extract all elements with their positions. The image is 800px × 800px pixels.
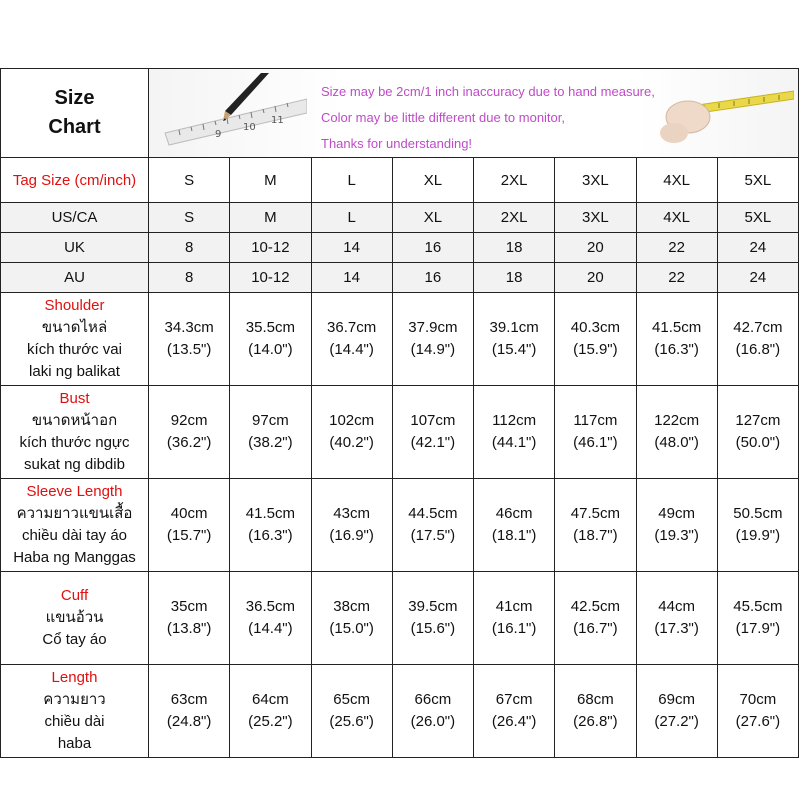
- value-cm: 49cm: [658, 505, 695, 522]
- value-inch: (15.6"): [410, 620, 456, 637]
- value-cm: 45.5cm: [733, 598, 783, 615]
- value-inch: (14.9"): [410, 341, 456, 358]
- measurement-value: [230, 479, 311, 572]
- measurement-value: [717, 479, 798, 572]
- pencil-ruler-icon: [157, 73, 307, 153]
- value-cm: 46cm: [495, 505, 533, 522]
- size-header: 3XL: [555, 158, 636, 203]
- value-inch: (40.2"): [329, 434, 374, 451]
- value-inch: (17.3"): [654, 620, 699, 637]
- measurement-value: [474, 572, 555, 665]
- value-cm: 122cm: [654, 412, 700, 429]
- measurement-value: [717, 293, 798, 386]
- size-chart: [0, 68, 798, 758]
- measurement-translation: kích thước ngực: [19, 434, 130, 451]
- size-header: 5XL: [717, 158, 798, 203]
- measurement-value: [555, 293, 636, 386]
- measurement-value: [311, 293, 392, 386]
- conversion-value: 20: [555, 233, 636, 263]
- value-inch: (42.1"): [410, 434, 456, 451]
- value-inch: (38.2"): [248, 434, 293, 451]
- measurement-notes: [321, 79, 655, 157]
- value-cm: 40.3cm: [570, 319, 620, 336]
- value-cm: 36.7cm: [327, 319, 377, 336]
- value-inch: (16.3"): [248, 527, 293, 544]
- measurement-label: [1, 479, 149, 572]
- value-cm: 41.5cm: [245, 505, 295, 522]
- conversion-value: 8: [149, 233, 230, 263]
- note-hand-measure: Size may be 2cm/1 inch inaccuracy due to hand measure,: [321, 84, 655, 99]
- conversion-value: 8: [149, 263, 230, 293]
- measurement-value: [230, 386, 311, 479]
- measurement-translation: ขนาดหน้าอก: [31, 412, 118, 429]
- measurement-translation: ความยาว: [43, 691, 106, 708]
- size-header: L: [311, 158, 392, 203]
- measurement-value: [636, 479, 717, 572]
- measurement-value: [149, 665, 230, 758]
- measurement-row: [1, 665, 799, 758]
- value-inch: (14.0"): [248, 341, 293, 358]
- value-cm: 37.9cm: [408, 319, 458, 336]
- conversion-value: 14: [311, 233, 392, 263]
- value-cm: 41.5cm: [652, 319, 702, 336]
- conversion-value: 16: [392, 233, 473, 263]
- value-cm: 35cm: [170, 598, 208, 615]
- value-inch: (50.0"): [735, 434, 781, 451]
- conversion-value: 24: [717, 263, 798, 293]
- measurement-value: [230, 293, 311, 386]
- conversion-value: 18: [474, 233, 555, 263]
- value-inch: (16.3"): [654, 341, 699, 358]
- value-cm: 66cm: [414, 691, 452, 708]
- measurement-translation: ขนาดไหล่: [41, 319, 108, 336]
- value-cm: 107cm: [410, 412, 456, 429]
- value-cm: 35.5cm: [245, 319, 295, 336]
- conversion-row: [1, 203, 799, 233]
- measurement-name: Sleeve Length: [26, 483, 123, 500]
- measurement-value: [149, 386, 230, 479]
- banner-row: [1, 69, 799, 158]
- conversion-value: 14: [311, 263, 392, 293]
- measurement-value: [149, 293, 230, 386]
- measurement-value: [636, 665, 717, 758]
- measurement-value: [555, 479, 636, 572]
- value-cm: 92cm: [170, 412, 208, 429]
- value-inch: (26.8"): [573, 713, 618, 730]
- measurement-value: [636, 293, 717, 386]
- value-cm: 41cm: [495, 598, 533, 615]
- value-inch: (36.2"): [166, 434, 212, 451]
- chart-title: [1, 69, 149, 158]
- measurement-value: [474, 665, 555, 758]
- note-thanks: Thanks for understanding!: [321, 136, 473, 151]
- value-cm: 127cm: [735, 412, 781, 429]
- value-cm: 38cm: [333, 598, 370, 615]
- value-cm: 39.1cm: [489, 319, 539, 336]
- measurement-value: [555, 386, 636, 479]
- conversion-value: 24: [717, 233, 798, 263]
- value-inch: (15.0"): [329, 620, 374, 637]
- value-inch: (15.7"): [166, 527, 212, 544]
- conversion-label: US/CA: [1, 203, 149, 233]
- value-inch: (27.2"): [654, 713, 699, 730]
- measurement-value: [474, 386, 555, 479]
- measurement-row: [1, 479, 799, 572]
- conversion-value: 5XL: [717, 203, 798, 233]
- value-cm: 47.5cm: [570, 505, 620, 522]
- conversion-value: XL: [392, 203, 473, 233]
- ruler-mark: 11: [271, 115, 284, 126]
- measurement-row: [1, 386, 799, 479]
- measurement-value: [717, 665, 798, 758]
- measurement-value: [636, 572, 717, 665]
- measurement-value: [717, 386, 798, 479]
- value-inch: (15.9"): [573, 341, 618, 358]
- value-cm: 68cm: [577, 691, 614, 708]
- conversion-row: [1, 263, 799, 293]
- value-cm: 117cm: [573, 412, 618, 429]
- measurement-name: Length: [51, 669, 98, 686]
- conversion-value: 10-12: [230, 233, 311, 263]
- measurement-value: [311, 479, 392, 572]
- value-cm: 64cm: [252, 691, 289, 708]
- measurement-value: [392, 665, 473, 758]
- value-inch: (26.4"): [491, 713, 537, 730]
- measurement-translation: ความยาวแขนเสื้อ: [16, 505, 133, 522]
- value-inch: (18.1"): [491, 527, 537, 544]
- value-inch: (46.1"): [573, 434, 618, 451]
- value-cm: 50.5cm: [733, 505, 783, 522]
- value-inch: (19.9"): [735, 527, 781, 544]
- measurement-name: Cuff: [60, 587, 89, 604]
- value-inch: (17.5"): [410, 527, 456, 544]
- value-cm: 42.7cm: [733, 319, 783, 336]
- conversion-value: S: [149, 203, 230, 233]
- measurement-value: [311, 386, 392, 479]
- value-inch: (13.5"): [166, 341, 212, 358]
- value-inch: (44.1"): [491, 434, 537, 451]
- value-cm: 44cm: [658, 598, 695, 615]
- measurement-value: [474, 479, 555, 572]
- size-header: 4XL: [636, 158, 717, 203]
- measurement-value: [392, 479, 473, 572]
- value-inch: (48.0"): [654, 434, 699, 451]
- value-cm: 65cm: [333, 691, 370, 708]
- measurement-translation: kích thước vai: [27, 341, 122, 358]
- value-inch: (14.4"): [248, 620, 293, 637]
- measurement-translation: แขนอ้วน: [45, 609, 104, 626]
- tag-size-label: Tag Size (cm/inch): [1, 158, 149, 203]
- measurement-value: [555, 572, 636, 665]
- measurement-value: [392, 293, 473, 386]
- measurement-translation: haba: [57, 735, 92, 752]
- chart-title-line2: Chart: [48, 116, 101, 138]
- conversion-value: 4XL: [636, 203, 717, 233]
- measurement-value: [230, 572, 311, 665]
- measurement-value: [717, 572, 798, 665]
- conversion-value: L: [311, 203, 392, 233]
- measurement-value: [392, 572, 473, 665]
- value-inch: (19.3"): [654, 527, 699, 544]
- measurement-label: [1, 386, 149, 479]
- measurement-translation: chiều dài: [44, 713, 105, 730]
- value-inch: (16.1"): [491, 620, 537, 637]
- value-inch: (17.9"): [735, 620, 781, 637]
- conversion-value: 18: [474, 263, 555, 293]
- measurement-label: [1, 293, 149, 386]
- conversion-value: 16: [392, 263, 473, 293]
- value-inch: (26.0"): [410, 713, 456, 730]
- value-inch: (13.8"): [166, 620, 212, 637]
- measurement-name: Shoulder: [44, 297, 105, 314]
- measurement-label: [1, 665, 149, 758]
- measurement-translation: laki ng balikat: [29, 363, 120, 380]
- measurement-translation: Cổ tay áo: [42, 631, 107, 648]
- value-inch: (16.7"): [573, 620, 618, 637]
- conversion-value: 2XL: [474, 203, 555, 233]
- conversion-row: [1, 233, 799, 263]
- measurement-value: [555, 665, 636, 758]
- measurement-translation: sukat ng dibdib: [24, 456, 125, 473]
- ruler-mark: 10: [243, 122, 256, 133]
- value-cm: 67cm: [495, 691, 533, 708]
- measurement-value: [311, 665, 392, 758]
- size-header: 2XL: [474, 158, 555, 203]
- conversion-value: 20: [555, 263, 636, 293]
- value-inch: (18.7"): [573, 527, 618, 544]
- value-cm: 102cm: [329, 412, 375, 429]
- value-inch: (27.6"): [735, 713, 781, 730]
- value-cm: 70cm: [739, 691, 777, 708]
- conversion-value: 3XL: [555, 203, 636, 233]
- value-cm: 97cm: [252, 412, 289, 429]
- ruler-mark: 9: [215, 129, 222, 140]
- measurement-value: [149, 479, 230, 572]
- value-cm: 40cm: [170, 505, 208, 522]
- conversion-value: 22: [636, 233, 717, 263]
- measurement-value: [474, 293, 555, 386]
- value-cm: 112cm: [492, 412, 537, 429]
- note-monitor-color: Color may be little different due to monitor,: [321, 110, 565, 125]
- measurement-row: [1, 572, 799, 665]
- measurement-value: [392, 386, 473, 479]
- value-cm: 39.5cm: [408, 598, 458, 615]
- size-header: S: [149, 158, 230, 203]
- measurement-name: Bust: [59, 390, 90, 407]
- value-inch: (25.2"): [248, 713, 293, 730]
- value-inch: (16.9"): [329, 527, 374, 544]
- measurement-row: [1, 293, 799, 386]
- value-cm: 63cm: [170, 691, 208, 708]
- measurement-translation: Haba ng Manggas: [13, 549, 136, 566]
- value-cm: 43cm: [333, 505, 370, 522]
- value-inch: (15.4"): [491, 341, 537, 358]
- measurement-translation: chiều dài tay áo: [21, 527, 128, 544]
- measurement-value: [636, 386, 717, 479]
- value-inch: (25.6"): [329, 713, 374, 730]
- measurement-notice-banner: [149, 69, 799, 158]
- conversion-value: 10-12: [230, 263, 311, 293]
- value-cm: 69cm: [658, 691, 695, 708]
- size-header: XL: [392, 158, 473, 203]
- size-chart-table: [0, 68, 799, 758]
- value-cm: 34.3cm: [164, 319, 214, 336]
- value-inch: (14.4"): [329, 341, 374, 358]
- value-inch: (24.8"): [166, 713, 212, 730]
- conversion-value: M: [230, 203, 311, 233]
- conversion-label: AU: [1, 263, 149, 293]
- conversion-value: 22: [636, 263, 717, 293]
- conversion-label: UK: [1, 233, 149, 263]
- measuring-tape-hand-icon: [644, 77, 794, 149]
- size-header: M: [230, 158, 311, 203]
- value-inch: (16.8"): [735, 341, 781, 358]
- value-cm: 44.5cm: [408, 505, 458, 522]
- tag-size-row: [1, 158, 799, 203]
- value-cm: 42.5cm: [570, 598, 620, 615]
- value-cm: 36.5cm: [245, 598, 295, 615]
- measurement-label: [1, 572, 149, 665]
- measurement-value: [230, 665, 311, 758]
- measurement-value: [311, 572, 392, 665]
- measurement-value: [149, 572, 230, 665]
- chart-title-line1: Size: [54, 87, 95, 109]
